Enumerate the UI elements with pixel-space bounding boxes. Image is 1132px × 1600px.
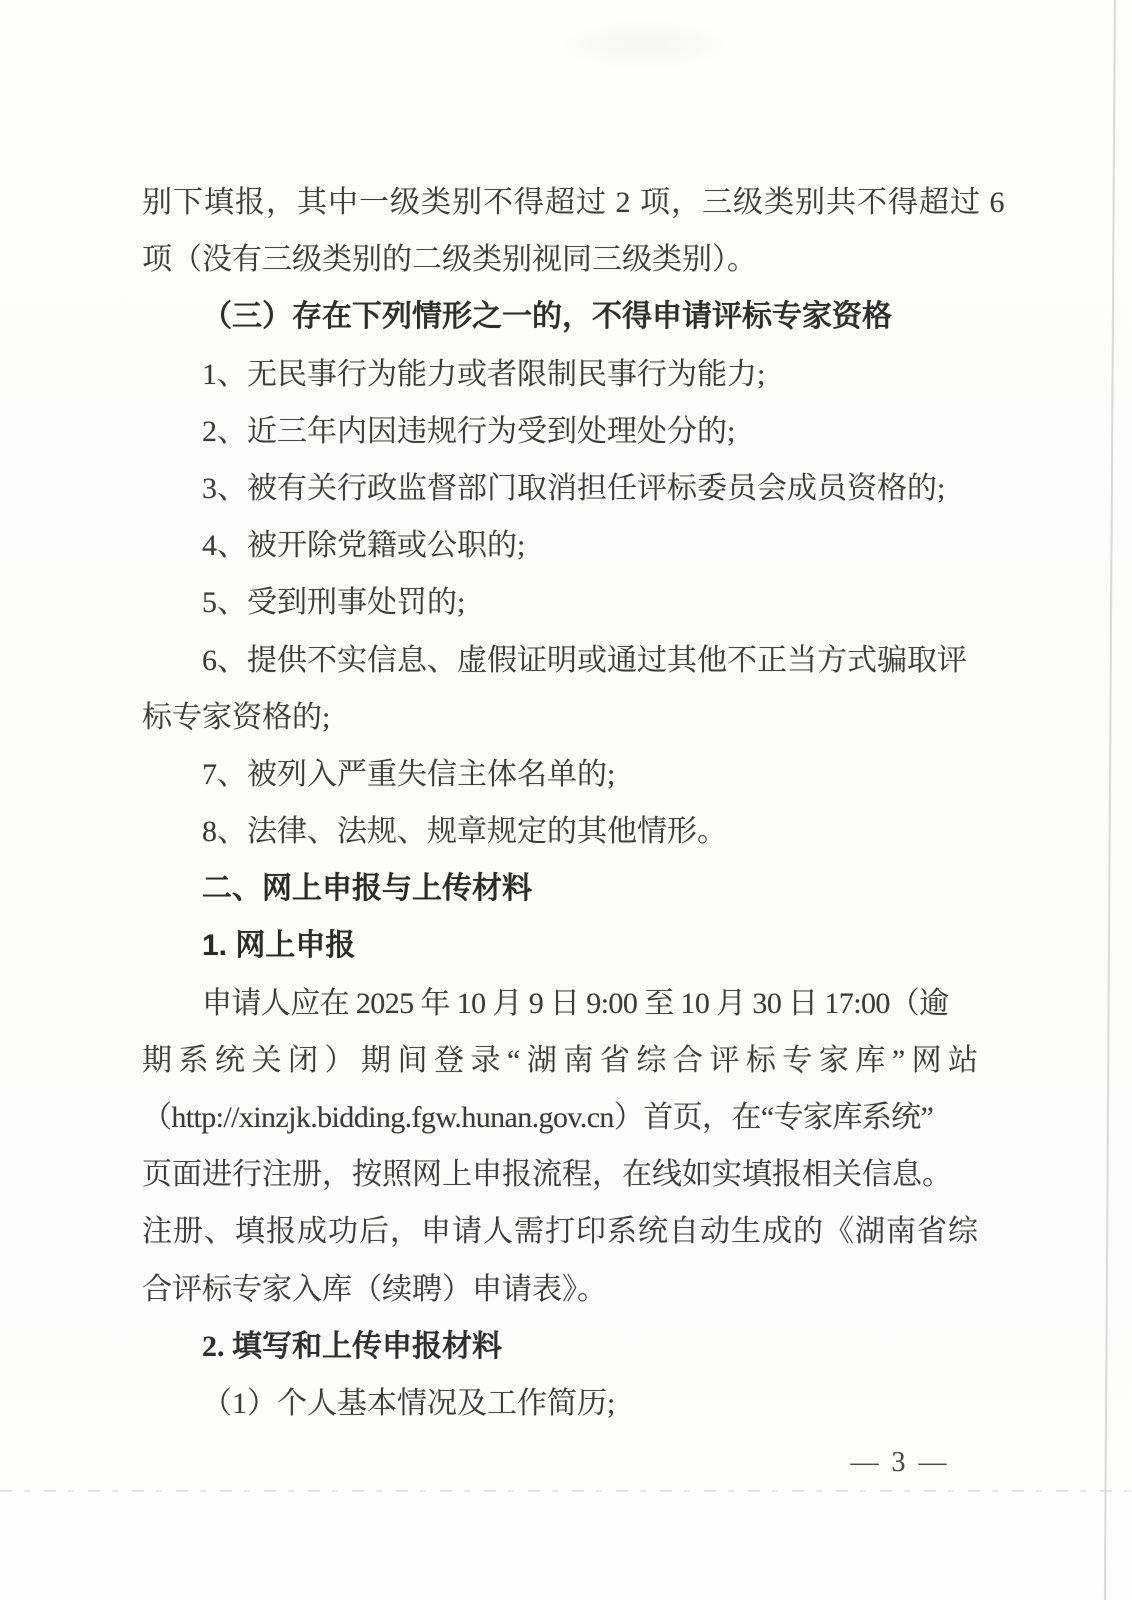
subhead-upload-materials: 2. 填写和上传申报材料 bbox=[202, 1329, 502, 1363]
list-item-4: 4、被开除党籍或公职的; bbox=[202, 529, 526, 563]
paragraph-website-url-line: （http://xinzjk.bidding.fgw.hunan.gov.cn）首页，在“专家库系统” bbox=[142, 1101, 934, 1134]
scan-artifact-dotted-line bbox=[0, 1490, 1132, 1492]
list-item-6: 6、提供不实信息、虚假证明或通过其他不正当方式骗取评 bbox=[202, 643, 967, 677]
list-item-3: 3、被有关行政监督部门取消担任评标委员会成员资格的; bbox=[202, 471, 946, 505]
list-item-2: 2、近三年内因违规行为受到处理处分的; bbox=[202, 414, 736, 448]
paragraph-application-period: 申请人应在 2025 年 10 月 9 日 9:00 至 10 月 30 日 17:00（逾 bbox=[202, 986, 949, 1020]
body-line: 项（没有三级类别的二级类别视同三级类别）。 bbox=[142, 243, 757, 277]
list-item-1: 1、无民事行为能力或者限制民事行为能力; bbox=[202, 357, 766, 391]
list-item-8: 8、法律、法规、规章规定的其他情形。 bbox=[202, 815, 727, 849]
body-line: 别下填报，其中一级类别不得超过 2 项，三级类别共不得超过 6 bbox=[142, 186, 1006, 219]
paragraph-print-form-line2: 合评标专家入库（续聘）申请表》。 bbox=[142, 1272, 607, 1306]
page-number: — 3 — bbox=[850, 1447, 950, 1478]
paragraph-application-period-line2: 期系统关闭）期间登录“湖南省综合评标专家库”网站 bbox=[142, 1043, 985, 1077]
subsection-heading-disqualifications: （三）存在下列情形之一的，不得申请评标专家资格 bbox=[202, 300, 892, 334]
section-heading-online-filing: 二、网上申报与上传材料 bbox=[202, 872, 532, 906]
paragraph-print-form-line: 注册、填报成功后，申请人需打印系统自动生成的《湖南省综 bbox=[142, 1215, 979, 1249]
scan-artifact-vertical-line bbox=[1104, 0, 1116, 1600]
subhead-online-application: 1. 网上申报 bbox=[202, 929, 356, 963]
paragraph-registration-line: 页面进行注册，按照网上申报流程，在线如实填报相关信息。 bbox=[142, 1158, 952, 1192]
material-item-1: （1）个人基本情况及工作简历; bbox=[202, 1386, 616, 1420]
list-item-5: 5、受到刑事处罚的; bbox=[202, 586, 466, 620]
scan-smudge-artifact bbox=[560, 20, 730, 70]
list-item-7: 7、被列入严重失信主体名单的; bbox=[202, 757, 616, 791]
document-body bbox=[142, 174, 1006, 1432]
list-item-6-continuation: 标专家资格的; bbox=[142, 700, 331, 734]
